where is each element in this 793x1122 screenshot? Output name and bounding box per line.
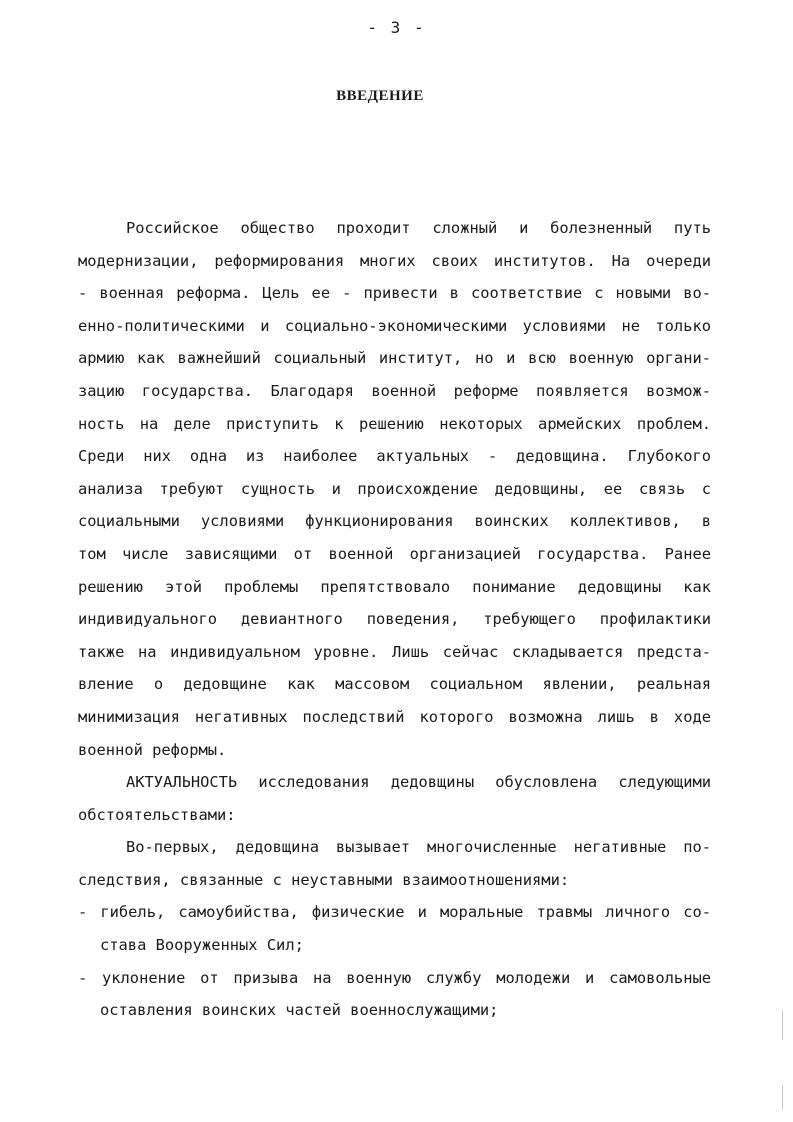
text-line: модернизации, реформирования многих своих институтов. На очереди xyxy=(78,251,711,270)
scan-edge-mark xyxy=(782,1010,783,1040)
list-item: - гибель, самоубийства, физические и моральные травмы личного со- xyxy=(78,903,711,922)
list-item-continuation: става Вооруженных Сил; xyxy=(100,936,304,955)
page-number: - 3 - xyxy=(367,18,426,37)
text-line: армию как важнейший социальный институт, но и всю военную органи- xyxy=(78,349,711,368)
text-line: АКТУАЛЬНОСТЬ исследования дедовщины обусловлена следующими xyxy=(126,773,711,792)
list-item: - уклонение от призыва на военную службу молодежи и самовольные xyxy=(78,968,711,987)
text-line: Российское общество проходит сложный и болезненный путь xyxy=(126,219,711,237)
text-line: обстоятельствами: xyxy=(78,805,236,824)
list-item-continuation: оставления воинских частей военнослужащими; xyxy=(100,1001,499,1020)
text-line: Во-первых, дедовщина вызывает многочисленные негативные по- xyxy=(126,838,711,857)
text-line: вление о дедовщине как массовом социальном явлении, реальная xyxy=(78,675,711,694)
text-line: следствия, связанные с неуставными взаимоотношениями: xyxy=(78,870,570,889)
text-line: военной реформы. xyxy=(78,740,227,759)
text-line: енно-политическими и социально-экономическими условиями не только xyxy=(78,316,711,335)
text-line: минимизация негативных последствий которого возможна лишь в ходе xyxy=(78,707,711,726)
scan-edge-mark xyxy=(782,1085,783,1110)
section-heading: ВВЕДЕНИЕ xyxy=(336,88,424,104)
text-line: социальными условиями функционирования воинских коллективов, в xyxy=(78,512,711,531)
text-line: также на индивидуальном уровне. Лишь сейчас складывается предста- xyxy=(78,642,711,661)
text-line: анализа требуют сущность и происхождение дедовщины, ее связь с xyxy=(78,479,711,498)
text-line: индивидуального девиантного поведения, требующего профилактики xyxy=(78,610,711,629)
text-line: ность на деле приступить к решению некоторых армейских проблем. xyxy=(78,414,711,433)
text-line: - военная реформа. Цель ее - привести в соответствие с новыми во- xyxy=(78,284,711,303)
text-line: зацию государства. Благодаря военной реформе появляется возмож- xyxy=(78,381,711,400)
body-text xyxy=(78,212,711,1027)
text-line: том числе зависящими от военной организацией государства. Ранее xyxy=(78,544,711,563)
text-line: решению этой проблемы препятствовало понимание дедовщины как xyxy=(78,577,711,596)
text-line: Среди них одна из наиболее актуальных - дедовщина. Глубокого xyxy=(78,447,711,466)
